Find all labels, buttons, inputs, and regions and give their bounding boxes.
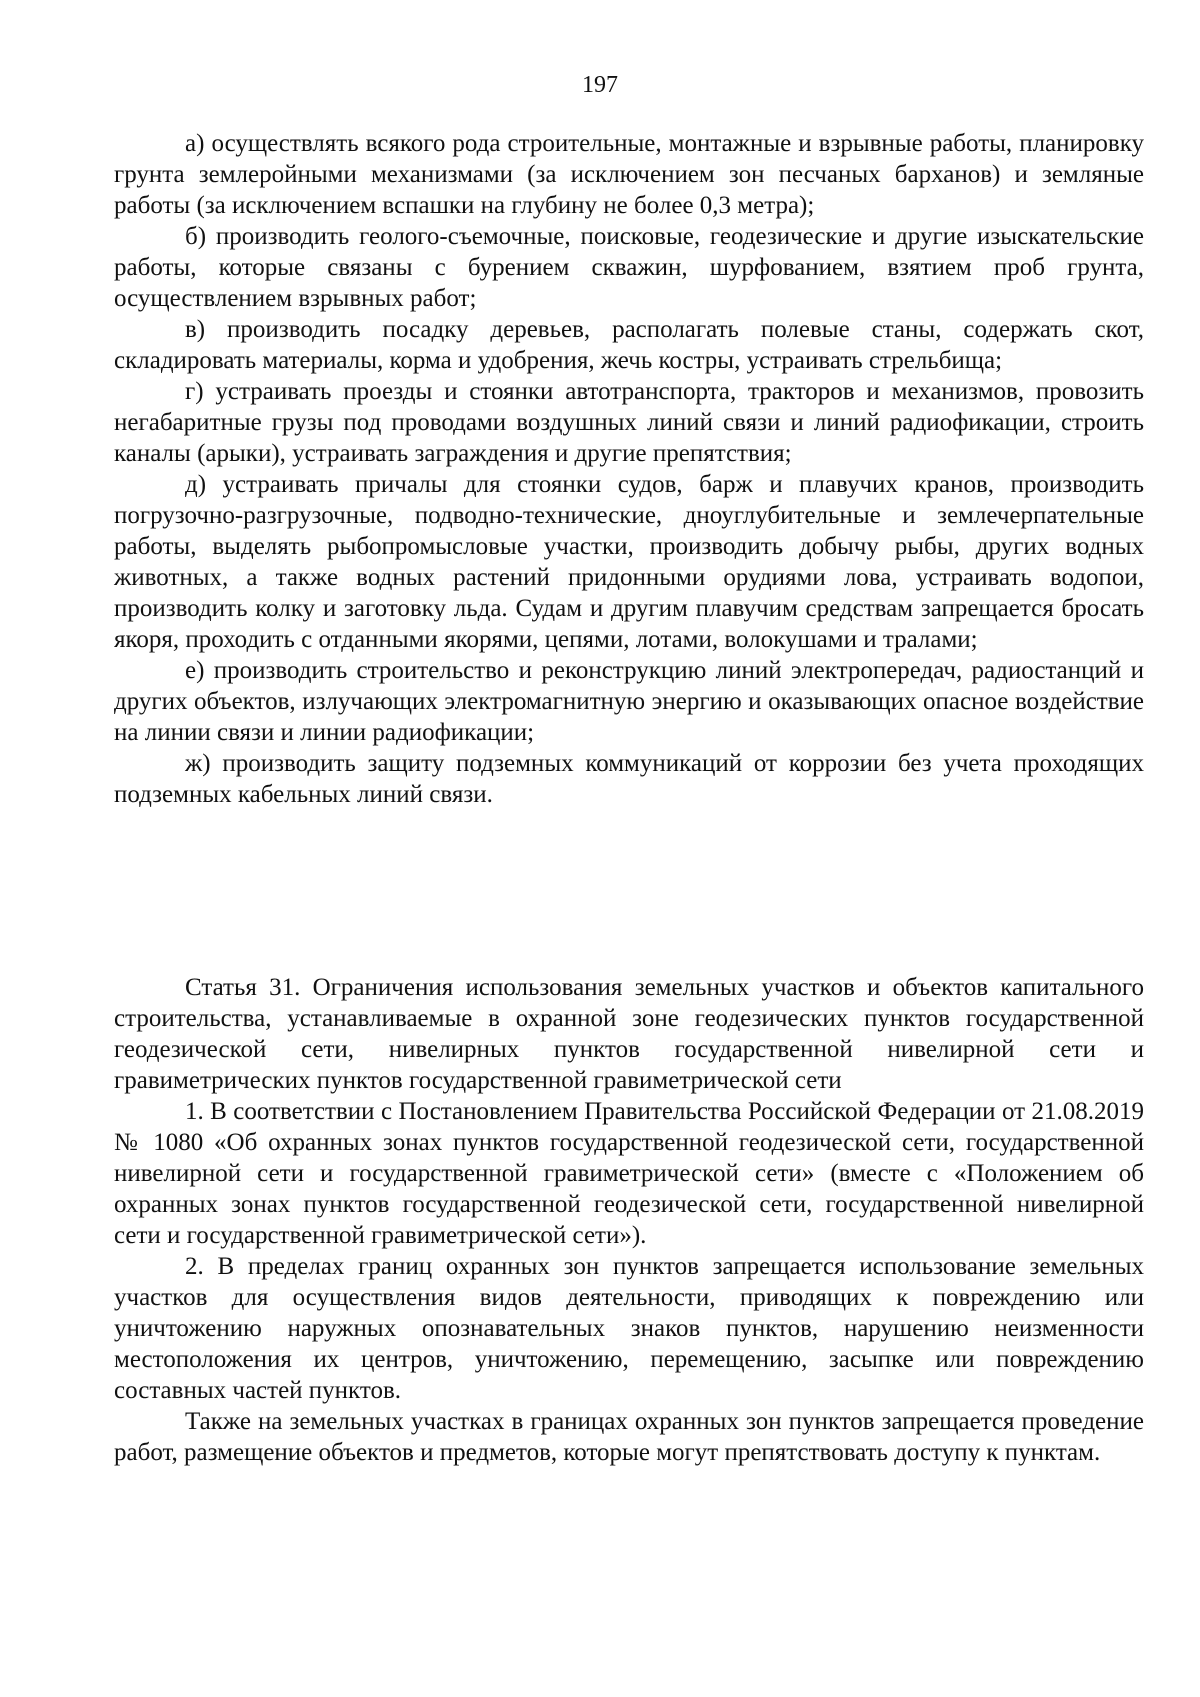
list-item: д) устраивать причалы для стоянки судов, барж и плавучих кранов, производить погрузочно-разгрузочные, подводно-технические, дноуглубительные и землечерпательные работы, выделять рыбопромысловые участки, производить добычу рыбы, других водных животных, а также водных растений придонными орудиями лова, устраивать водопои, производить колку и заготовку льда. Судам и другим плавучим средствам запрещается бросать якоря, проходить с отданными якорями, цепями, лотами, волокушами и тралами; xyxy=(114,471,1144,653)
page-number: 197 xyxy=(582,72,618,98)
list-item: г) устраивать проезды и стоянки автотранспорта, тракторов и механизмов, провозить негабаритные грузы под проводами воздушных линий связи и линий радиофикации, строить каналы (арыки), устраивать заграждения и другие препятствия; xyxy=(114,378,1144,467)
list-item: а) осуществлять всякого рода строительные, монтажные и взрывные работы, планировку грунта землеройными механизмами (за исключением зон песчаных барханов) и земляные работы (за исключением вспашки на глубину не более 0,3 метра); xyxy=(114,130,1144,219)
article-paragraph: Также на земельных участках в границах охранных зон пунктов запрещается проведение работ, размещение объектов и предметов, которые могут препятствовать доступу к пунктам. xyxy=(114,1408,1144,1466)
prohibitions-list xyxy=(114,128,1144,810)
list-item: е) производить строительство и реконструкцию линий электропередач, радиостанций и других объектов, излучающих электромагнитную энергию и оказывающих опасное воздействие на линии связи и линии радиофикации; xyxy=(114,657,1144,746)
list-item: б) производить геолого-съемочные, поисковые, геодезические и другие изыскательские работы, которые связаны с бурением скважин, шурфованием, взятием проб грунта, осуществлением взрывных работ; xyxy=(114,223,1144,312)
list-item: ж) производить защиту подземных коммуникаций от коррозии без учета проходящих подземных кабельных линий связи. xyxy=(114,750,1144,808)
article-31 xyxy=(114,972,1144,1468)
article-heading: Статья 31. Ограничения использования земельных участков и объектов капитального строительства, устанавливаемые в охранной зоне геодезических пунктов государственной геодезической сети, нивелирных пунктов государственной нивелирной сети и гравиметрических пунктов государственной гравиметрической сети xyxy=(114,974,1144,1094)
list-item: в) производить посадку деревьев, располагать полевые станы, содержать скот, складировать материалы, корма и удобрения, жечь костры, устраивать стрельбища; xyxy=(114,316,1144,374)
article-paragraph: 2. В пределах границ охранных зон пунктов запрещается использование земельных участков для осуществления видов деятельности, приводящих к повреждению или уничтожению наружных опознавательных знаков пунктов, нарушению неизменности местоположения их центров, уничтожению, перемещению, засыпке или повреждению составных частей пунктов. xyxy=(114,1253,1144,1404)
article-paragraph: 1. В соответствии с Постановлением Правительства Российской Федерации от 21.08.2019 № 1080 «Об охранных зонах пунктов государственной геодезической сети, государственной нивелирной сети и государственной гравиметрической сети» (вместе с «Положением об охранных зонах пунктов государственной геодезической сети, государственной нивелирной сети и государственной гравиметрической сети»). xyxy=(114,1098,1144,1249)
